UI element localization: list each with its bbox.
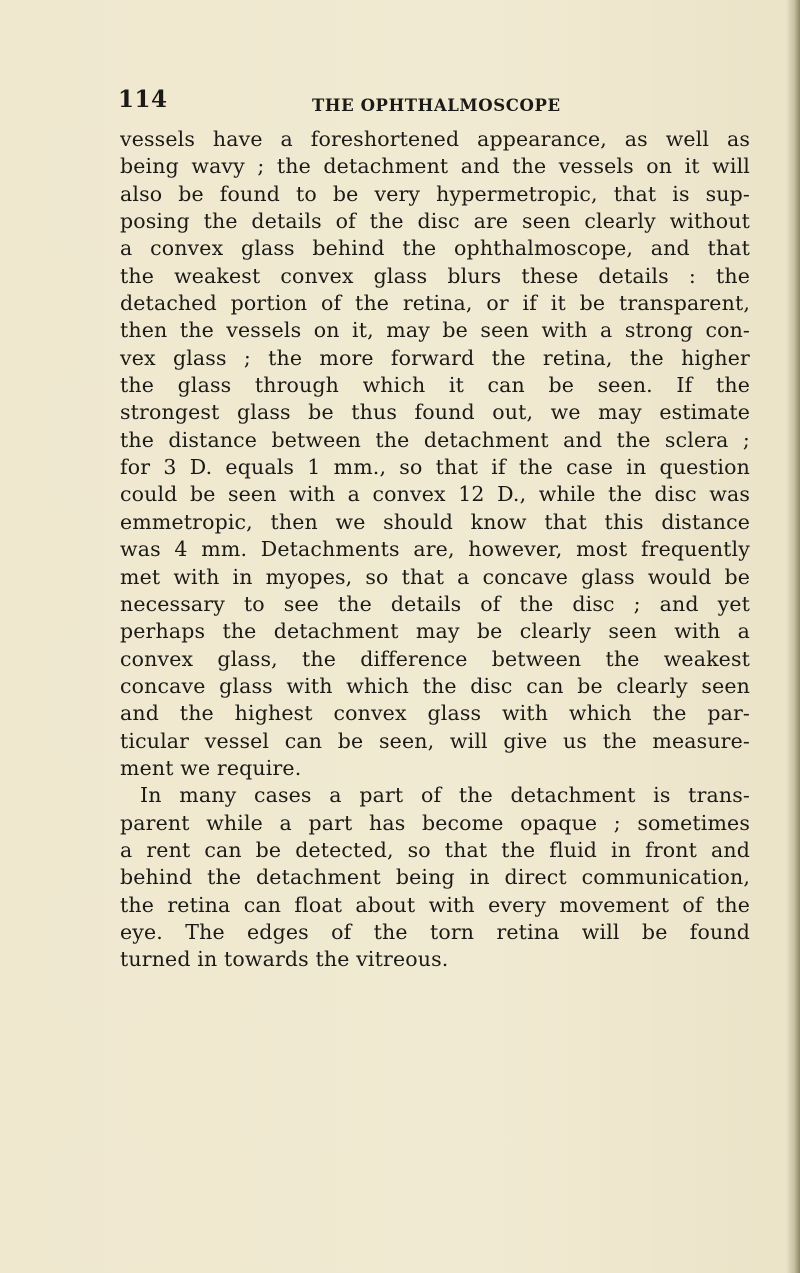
text-line: and the highest convex glass with which the par-	[120, 701, 750, 726]
text-line: vessels have a foreshortened appearance, as well as	[120, 127, 750, 151]
text-line: turned in towards the vitreous.	[120, 947, 449, 972]
text-line: vex glass ; the more forward the retina, the higher	[120, 345, 750, 370]
text-line: was 4 mm. Detachments are, however, most frequently	[120, 537, 750, 562]
text-line: emmetropic, then we should know that this distance	[120, 509, 750, 534]
page-edge-shadow	[786, 0, 800, 1273]
text-line: a rent can be detected, so that the fluid in front and	[120, 837, 750, 862]
text-line: then the vessels on it, may be seen with a strong con-	[120, 318, 750, 343]
text-line: behind the detachment being in direct communication,	[120, 865, 750, 890]
text-line: strongest glass be thus found out, we may estimate	[120, 400, 750, 425]
text-line: parent while a part has become opaque ; sometimes	[120, 810, 750, 835]
running-title: THE OPHTHALMOSCOPE	[312, 96, 561, 115]
text-line: perhaps the detachment may be clearly seen with a	[120, 619, 750, 644]
text-line: met with in myopes, so that a concave glass would be	[120, 564, 750, 589]
text-line: being wavy ; the detachment and the vessels on it will	[120, 154, 750, 179]
text-line: could be seen with a convex 12 D., while the disc was	[120, 482, 750, 507]
page-number: 114	[118, 86, 168, 113]
text-line: a convex glass behind the ophthalmoscope, and that	[120, 236, 750, 261]
text-line: concave glass with which the disc can be clearly seen	[120, 673, 750, 698]
text-line: ticular vessel can be seen, will give us the measure-	[120, 728, 750, 753]
body-text	[120, 126, 750, 974]
text-line: In many cases a part of the detachment is trans-	[140, 783, 750, 808]
text-line: also be found to be very hypermetropic, that is sup-	[120, 181, 750, 206]
page-header	[0, 86, 800, 126]
text-line: the glass through which it can be seen. If the	[120, 373, 750, 398]
text-line: the distance between the detachment and the sclera ;	[120, 427, 750, 452]
text-line: eye. The edges of the torn retina will be found	[120, 919, 750, 944]
text-line: necessary to see the details of the disc ; and yet	[120, 591, 750, 616]
text-line: the weakest convex glass blurs these details : the	[120, 263, 750, 288]
text-line: ment we require.	[120, 755, 302, 780]
text-line: the retina can float about with every movement of the	[120, 892, 750, 917]
text-line: posing the details of the disc are seen clearly without	[120, 209, 750, 234]
text-line: convex glass, the difference between the weakest	[120, 646, 750, 671]
text-line: for 3 D. equals 1 mm., so that if the case in question	[120, 455, 750, 480]
text-line: detached portion of the retina, or if it be transparent,	[120, 291, 750, 316]
